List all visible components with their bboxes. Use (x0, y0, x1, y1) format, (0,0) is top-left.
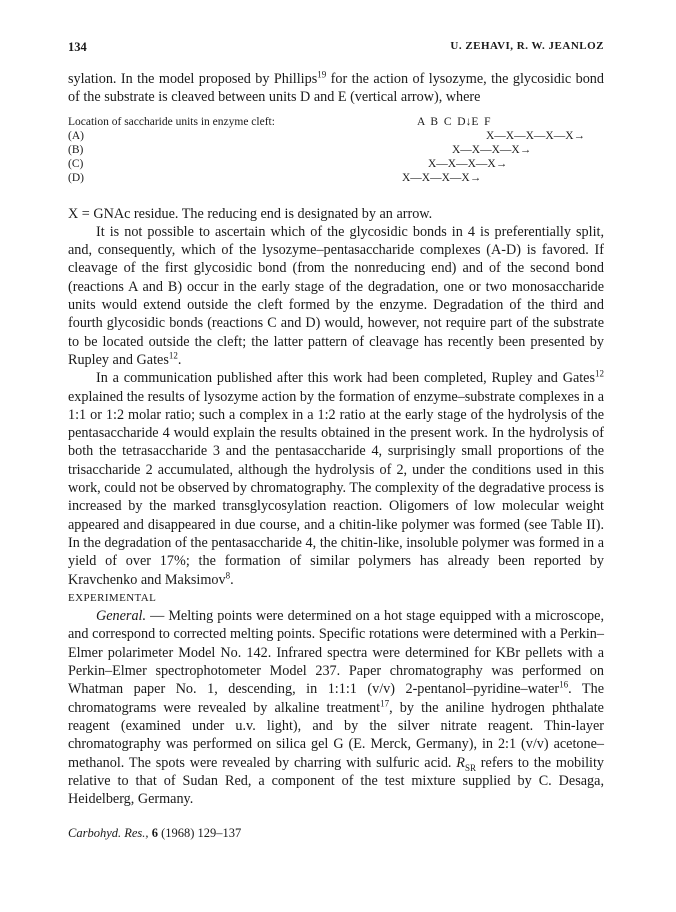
chain-b: X—X—X—X→ (452, 143, 532, 156)
running-head: U. ZEHAVI, R. W. JEANLOZ (450, 40, 604, 52)
journal-volume: 6 (151, 826, 158, 840)
paragraph-5: General. — Melting points were determined on a hot stage equipped with a microscope, and correspond to corrected melting points. Specific rotations were determined with a Perkin–Elmer polarimeter Model No. 142. Infrared spectra were determined for KBr pellets with a Perkin–Elmer spectrophotometer Model 237. Paper chromatography was performed on Whatman paper No. 1, descending, in 1:1:1 (v/v) 2-pentanol–pyridine–water$^{16}$. The chromatograms were revealed by alkaline treatment$^{17}$, by the aniline hydrogen phthalate reagent (examined under u.v. light), and by the silver nitrate reagent. Thin-layer chromatography was performed on silica gel G (E. Merck, Germany), in 2:1 (v/v) acetone–methanol. The spots were revealed by charring with sulfuric acid. $R_{SR}$ refers to the mobility relative to that of Sudan Red, a component of the test mixture supplied by C. Desaga, Heidelberg, Germany. (68, 608, 604, 808)
paragraph-2: X = GNAc residue. The reducing end is designated by an arrow. (68, 205, 433, 222)
rsr-symbol: R (456, 754, 465, 771)
citation: 12 (168, 350, 178, 361)
cleavage-scheme (68, 115, 604, 201)
chain-c: X—X—X—X→ (428, 157, 508, 170)
page-header (68, 40, 604, 60)
citation: 16 (559, 679, 569, 690)
scheme-units: A B C D↓E F (417, 115, 491, 128)
scheme-title: Location of saccharide units in enzyme cleft: (68, 115, 275, 128)
paragraph-3: It is not possible to ascertain which of the glycosidic bonds in 4 is preferentially split, and, consequently, which of the lysozyme–pentasaccharide complexes (A-D) is favored. If cleavage of the first glycosidic bond (from the nonreducing end) and of the second bond (reactions A and B) occur in the early stage of the degradation, one or two monosaccharide units would extend outside the cleft formed by the enzyme. Degradation of the third and fourth glycosidic bonds (reactions C and D) would, however, not require part of the substrate to be located outside the cleft; the latter pattern of cleavage has recently been presented by Rupley and Gates$^{12}$. (68, 223, 604, 368)
page-footer (68, 826, 241, 841)
page-body (68, 70, 604, 808)
page-number: 134 (68, 40, 87, 54)
scheme-row-c: (C) (68, 157, 84, 170)
paragraph-1: sylation. In the model proposed by Phillips$^{19}$ for the action of lysozyme, the glycosidic bond of the substrate is cleaved between units D and E (vertical arrow), where (68, 69, 604, 106)
paragraph-4: In a communication published after this work had been completed, Rupley and Gates$^{12}$ explained the results of lysozyme action by the formation of enzyme–substrate complexes in a 1:1 or 1:2 molar ratio; such a complex in a 1:2 ratio at the early stage of the hydrolysis of the pentasaccharide 4 would explain the results obtained in the present work. In the hydrolysis of both the tetrasaccharide 3 and the pentasaccharide 4, surprisingly small proportions of the trisaccharide 2 accumulated, although the hydrolysis of 2, under the conditions used in this work, could not be observed by chromatography. The complexity of the degradative process is increased by the marked transglycosylation reaction. Oligomers of low molecular weight appeared and disappeared in due course, and a chitin-like polymer was formed (see Table II). In the degradation of the pentasaccharide 4, the chitin-like, insoluble polymer was formed in a yield of over 17%; the formation of similar polymers has already been reported by Kravchenko and Maksimov$^8$. (68, 368, 604, 588)
run-in-heading: General. (96, 608, 147, 625)
scheme-labels (68, 115, 275, 185)
scheme-row-d: (D) (68, 171, 84, 184)
citation: 8 (225, 569, 231, 580)
citation: 17 (380, 697, 390, 708)
scheme-row-b: (B) (68, 143, 84, 156)
citation: 12 (595, 368, 604, 379)
chain-d: X—X—X—X→ (402, 171, 482, 184)
journal-name: Carbohyd. Res., (68, 826, 149, 840)
citation: 19 (317, 69, 327, 80)
chain-a: X—X—X—X—X→ (486, 129, 586, 142)
section-heading: EXPERIMENTAL (68, 591, 157, 604)
journal-year-pages: (1968) 129–137 (161, 826, 242, 840)
scheme-row-a: (A) (68, 129, 84, 142)
